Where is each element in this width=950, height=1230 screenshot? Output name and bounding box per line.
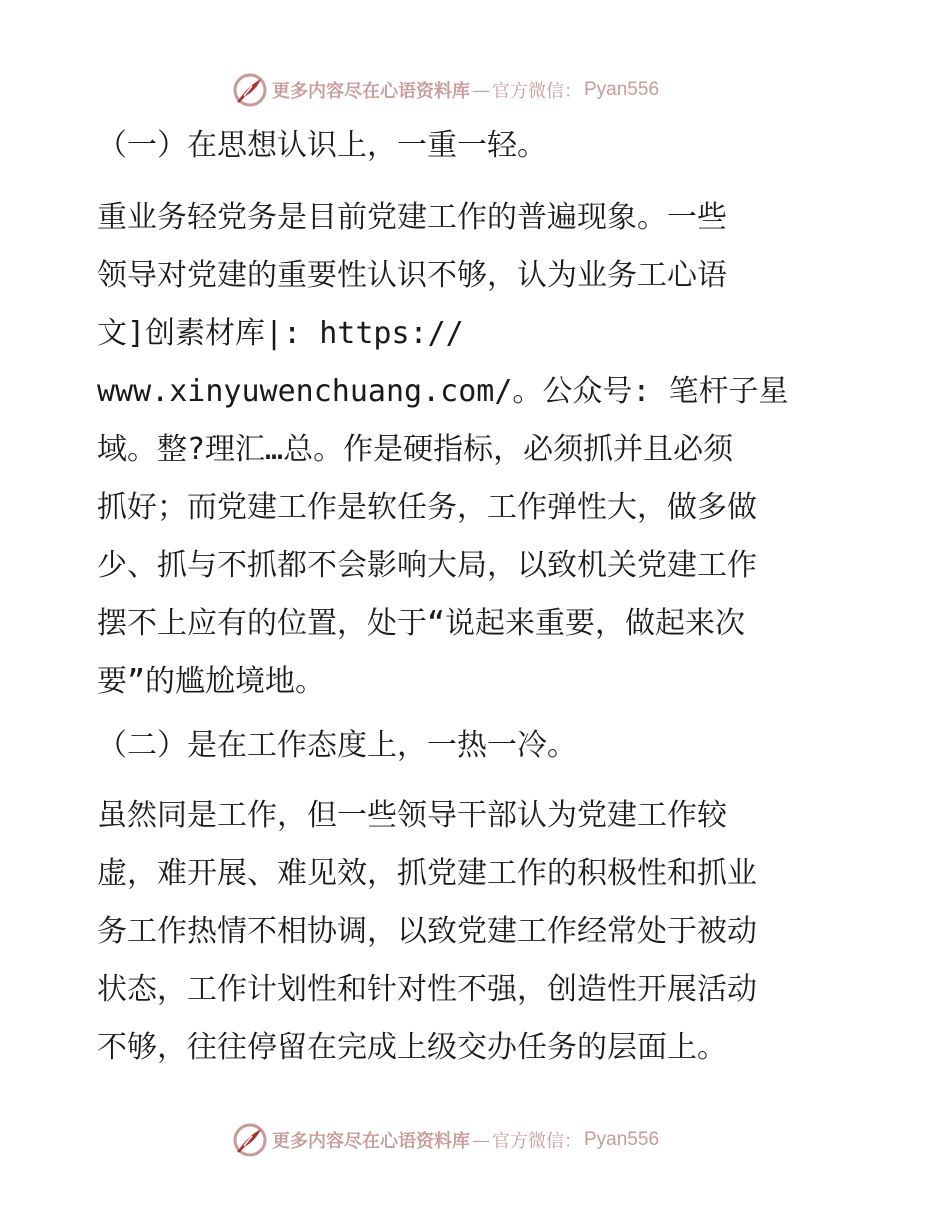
watermark-official-label: 官方微信： (492, 81, 582, 102)
feather-quill-logo-icon (232, 1122, 268, 1158)
paragraph-line: 重业务轻党务是目前党建工作的普遍现象。一些 (97, 200, 727, 235)
heading-text: （二）是在工作态度上，一热一冷。 (97, 728, 577, 763)
section-heading-1 (97, 117, 857, 175)
watermark-banner-bottom (232, 1121, 659, 1159)
paragraph-line: 虚，难开展、难见效，抓党建工作的积极性和抓业 (97, 856, 757, 891)
paragraph-line: 域。整?理汇…总。作是硬指标，必须抓并且必须 (97, 432, 734, 467)
paragraph-line: 领导对党建的重要性认识不够，认为业务工心语 (97, 258, 727, 293)
watermark-official-label: 官方微信： (492, 1131, 582, 1152)
watermark-banner-top (232, 71, 659, 109)
section-heading-2 (97, 717, 857, 775)
paragraph-line: 少、抓与不抓都不会影响大局，以致机关党建工作 (97, 548, 757, 583)
watermark-wechat-id: Pyan556 (584, 79, 660, 100)
watermark-separator: — (472, 1129, 490, 1151)
paragraph-line: 务工作热情不相协调，以致党建工作经常处于被动 (97, 914, 757, 949)
paragraph-line: 不够，往往停留在完成上级交办任务的层面上。 (97, 1030, 727, 1065)
paragraph-line: 状态，工作计划性和针对性不强，创造性开展活动 (97, 972, 757, 1007)
section-paragraph-2 (97, 787, 857, 1077)
paragraph-line: 抓好；而党建工作是软任务，工作弹性大，做多做 (97, 490, 757, 525)
watermark-wechat-id: Pyan556 (584, 1129, 660, 1150)
paragraph-line: 文]创素材库|: https:// (97, 316, 464, 351)
paragraph-line: 摆不上应有的位置，处于“说起来重要，做起来次 (97, 606, 746, 641)
document-body (97, 117, 857, 1077)
feather-quill-logo-icon (232, 72, 268, 108)
paragraph-line: 虽然同是工作，但一些领导干部认为党建工作较 (97, 798, 727, 833)
heading-text: （一）在思想认识上，一重一轻。 (97, 128, 547, 163)
section-paragraph-1 (97, 189, 857, 711)
paragraph-line: 要”的尴尬境地。 (97, 664, 326, 699)
paragraph-line: www.xinyuwenchuang.com/。公众号: 笔杆子星 (97, 374, 789, 409)
watermark-brand-text: 更多内容尽在心语资料库 (272, 81, 470, 102)
watermark-separator: — (472, 79, 490, 101)
watermark-brand-text: 更多内容尽在心语资料库 (272, 1131, 470, 1152)
